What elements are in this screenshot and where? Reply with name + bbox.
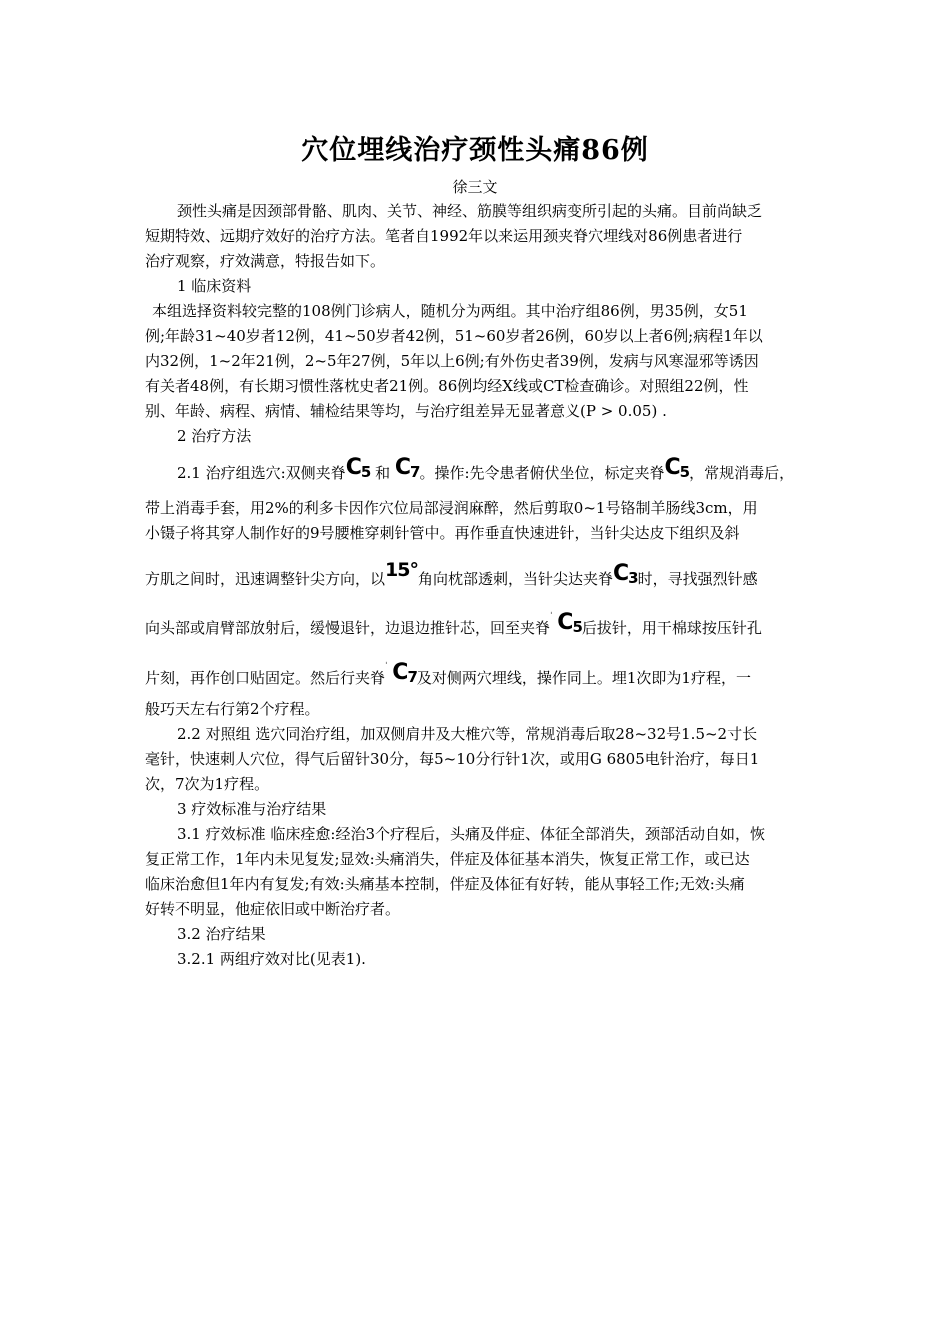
page-title: 穴位埋线治疗颈性头痛86例 xyxy=(301,135,649,166)
text-line: 2.2 对照组 选穴同治疗组，加双侧肩井及大椎穴等，常规消毒后取28~32号1.5~2寸长 xyxy=(177,725,758,743)
text-segment: 和 xyxy=(375,464,391,482)
text-segment: 向头部或肩臂部放射后，缓慢退针，边退边推针芯，回至夹脊 xyxy=(145,619,551,637)
mark-glyph: ˈ xyxy=(385,662,388,672)
symbol-subscript: 7 xyxy=(407,668,417,686)
symbol-letter: C xyxy=(394,455,411,480)
symbol-subscript: 5 xyxy=(679,463,690,481)
text-line: 带上消毒手套，用2%的利多卡因作穴位局部浸润麻醉，然后剪取0~1号铬制羊肠线3cm，用 xyxy=(145,499,758,517)
text-segment: 及对侧两穴埋线，操作同上。埋1次即为1疗程，一 xyxy=(416,669,751,687)
vertebra-c5-symbol xyxy=(346,456,371,484)
text-segment: 。操作:先令患者俯伏坐位，标定夹脊 xyxy=(419,464,665,482)
text-line: 3.1 疗效标准 临床痊愈:经治3个疗程后，头痛及伴症、体征全部消失，颈部活动自如，恢 xyxy=(177,825,765,843)
text-line: 小镊子将其穿人制作好的9号腰椎穿刺针管中。再作垂直快速进针，当针尖达皮下组织及斜 xyxy=(145,524,740,542)
text-line xyxy=(145,605,762,640)
text-segment: 2.1 治疗组选穴:双侧夹脊 xyxy=(177,464,346,482)
symbol-letter: C xyxy=(345,455,361,480)
text-segment: 时，寻找强烈针感 xyxy=(637,570,758,588)
text-segment: 片刻，再作创口贴固定。然后行夹脊 xyxy=(145,669,386,687)
text-line: 颈性头痛是因颈部骨骼、肌肉、关节、神经、筋膜等组织病变所引起的头痛。目前尚缺乏 xyxy=(177,202,763,220)
text-line: 次，7次为1疗程。 xyxy=(145,775,270,793)
text-line: 般巧天左右行第2个疗程。 xyxy=(145,700,320,718)
symbol-letter: C xyxy=(664,455,680,480)
text-line xyxy=(145,558,758,591)
text-segment: ，常规消毒后， xyxy=(689,464,795,482)
section-heading: 2 治疗方法 xyxy=(177,427,252,445)
symbol-subscript: 5 xyxy=(572,618,582,636)
vertebra-c5-symbol xyxy=(665,456,690,484)
text-line: 治疗观察，疗效满意，特报告如下。 xyxy=(145,252,386,270)
text-segment: 后拔针，用干棉球按压针孔 xyxy=(581,619,762,637)
vertebra-c3-symbol xyxy=(613,562,638,590)
section-heading: 3 疗效标准与治疗结果 xyxy=(177,800,327,818)
text-segment: 角向枕部透刺，当针尖达夹脊 xyxy=(417,570,613,588)
text-line: 短期特效、远期疗效好的治疗方法。笔者自1992年以来运用颈夹脊穴埋线对86例患者进行 xyxy=(145,227,743,245)
text-line: 复正常工作，1年内未见复发;显效:头痛消失，伴症及体征基本消失，恢复正常工作，或已达 xyxy=(145,850,750,868)
vertebra-c7-symbol xyxy=(392,661,417,689)
section-heading: 3.2 治疗结果 xyxy=(177,925,266,943)
section-heading: 1 临床资料 xyxy=(177,277,252,295)
text-line: 例;年龄31~40岁者12例，41~50岁者42例，51~60岁者26例，60岁以上者6例;病程1年以 xyxy=(145,327,763,345)
text-line xyxy=(145,655,751,690)
text-line xyxy=(177,456,794,485)
vertebra-c5-symbol xyxy=(557,611,582,639)
angle-value: 15 xyxy=(385,559,410,581)
symbol-letter: C xyxy=(557,610,573,635)
author-name: 徐三文 xyxy=(452,178,498,196)
text-line: 别、年龄、病程、病情、辅检结果等均，与治疗组差异无显著意义(P > 0.05) . xyxy=(145,402,667,420)
mark-glyph: ˈ xyxy=(550,612,553,622)
text-line: 内32例，1~2年21例，2~5年27例，5年以上6例;有外伤史者39例，发病与风寒湿邪等诱因 xyxy=(145,352,759,370)
text-line: 临床治愈但1年内有复发;有效:头痛基本控制，伴症及体征有好转，能从事轻工作;无效:头痛 xyxy=(145,875,745,893)
text-line: 本组选择资料较完整的108例门诊病人，随机分为两组。其中治疗组86例，男35例，女51 xyxy=(152,302,748,320)
angle-15-degree-symbol xyxy=(385,558,418,582)
symbol-letter: C xyxy=(392,660,408,685)
symbol-subscript: 7 xyxy=(410,463,420,481)
vertebra-c7-symbol xyxy=(395,456,420,484)
text-line: 3.2.1 两组疗效对比(见表1). xyxy=(177,950,366,968)
symbol-subscript: 5 xyxy=(360,463,371,481)
text-segment: 方肌之间时，迅速调整针尖方向，以 xyxy=(145,570,386,588)
text-line: 有关者48例，有长期习惯性落枕史者21例。86例均经X线或CT检查确诊。对照组22例，性 xyxy=(145,377,749,395)
symbol-letter: C xyxy=(612,561,629,586)
text-line: 好转不明显，他症依旧或中断治疗者。 xyxy=(145,900,401,918)
text-line: 毫针，快速刺人穴位，得气后留针30分，每5~10分行针1次，或用G 6805电针治疗，每日1 xyxy=(145,750,760,768)
symbol-subscript: 3 xyxy=(628,569,638,587)
degree-sign: ° xyxy=(409,559,418,581)
